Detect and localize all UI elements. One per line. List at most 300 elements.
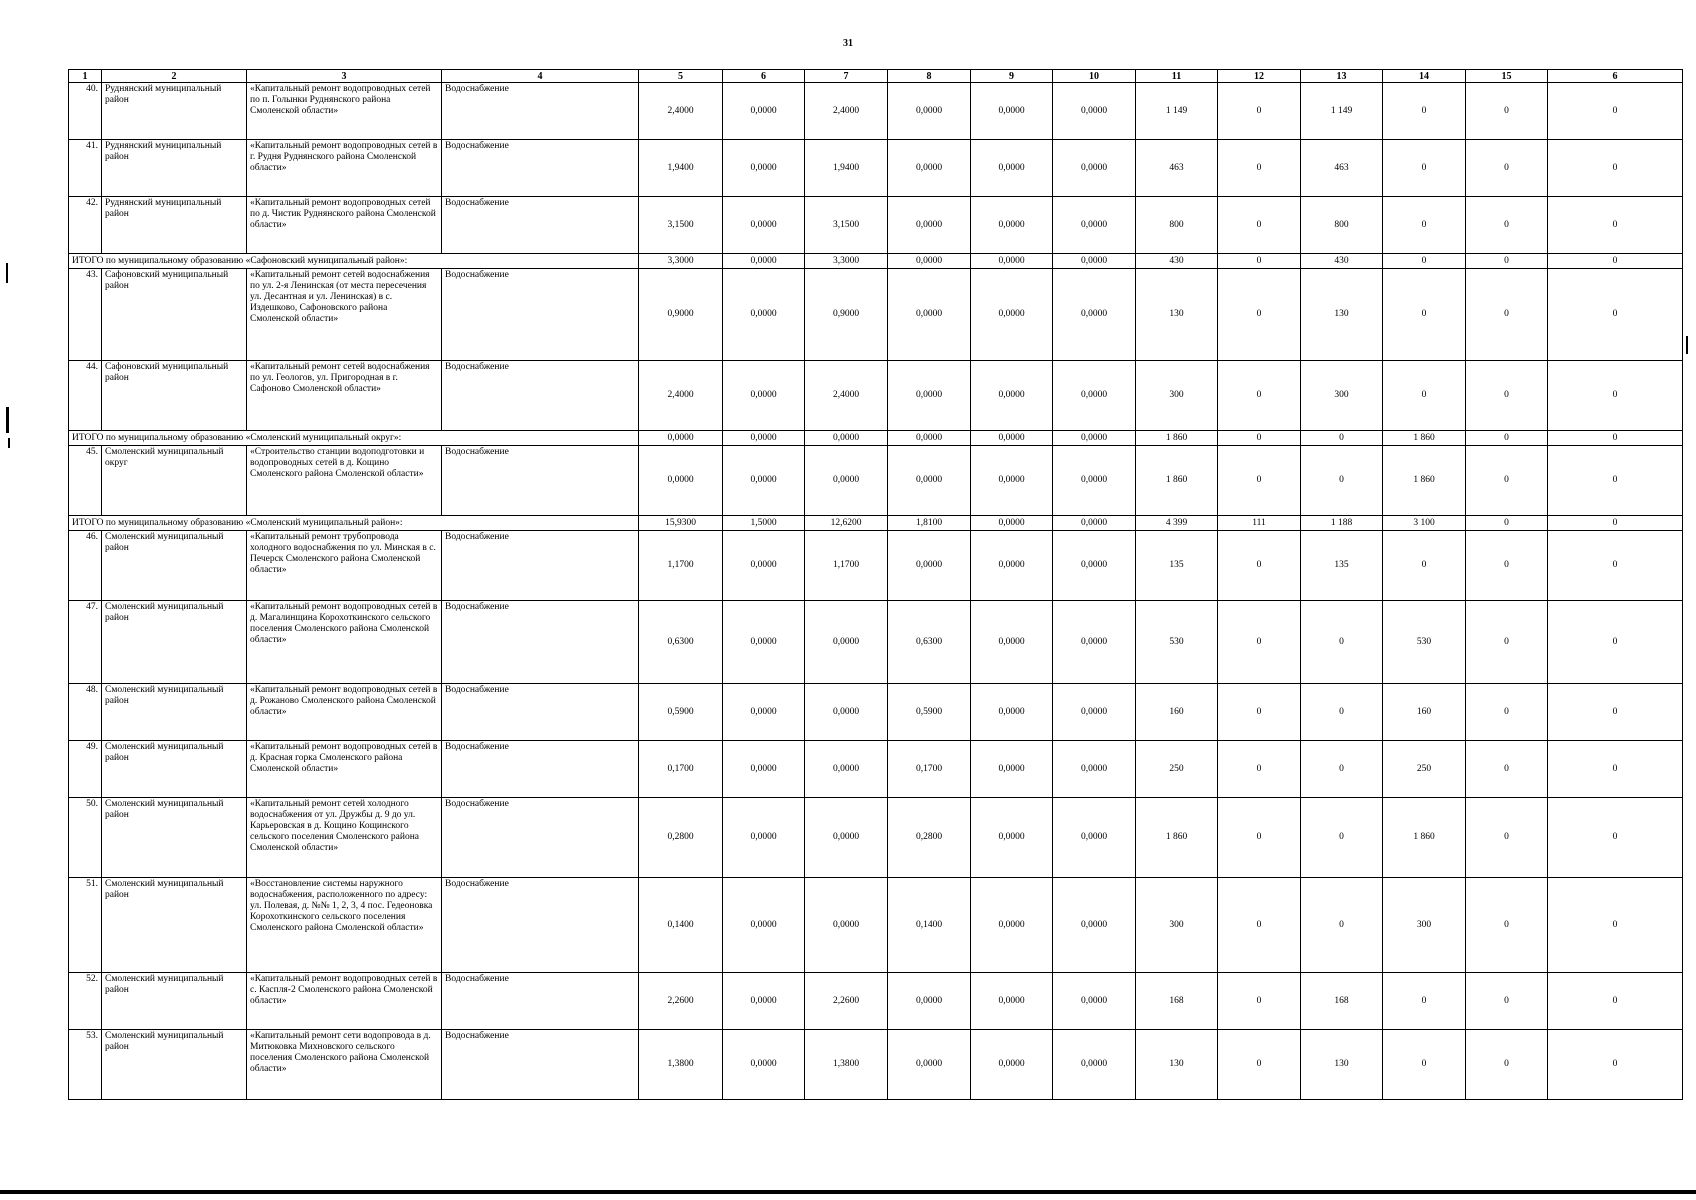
activity-type: Водоснабжение xyxy=(442,601,639,684)
row-number: 47. xyxy=(69,601,102,684)
total-value: 1 860 xyxy=(1383,431,1466,446)
value-cell: 130 xyxy=(1301,269,1383,361)
value-cell: 0,0000 xyxy=(723,197,805,254)
value-cell: 2,2600 xyxy=(639,973,723,1030)
total-value: 0,0000 xyxy=(888,431,971,446)
value-cell: 300 xyxy=(1136,878,1218,973)
district-name: Смоленский муниципальный округ xyxy=(102,446,247,516)
total-value: 0 xyxy=(1466,254,1548,269)
bottom-rule xyxy=(0,1190,1696,1194)
value-cell: 0,0000 xyxy=(1053,83,1136,140)
value-cell: 0,5900 xyxy=(888,684,971,741)
value-cell: 0 xyxy=(1548,140,1683,197)
total-value: 0 xyxy=(1548,516,1683,531)
total-value: 1,5000 xyxy=(723,516,805,531)
value-cell: 0 xyxy=(1466,83,1548,140)
value-cell: 0,0000 xyxy=(971,140,1053,197)
value-cell: 0,9000 xyxy=(805,269,888,361)
value-cell: 0,0000 xyxy=(723,1030,805,1100)
value-cell: 0 xyxy=(1548,973,1683,1030)
value-cell: 0,0000 xyxy=(971,269,1053,361)
value-cell: 0 xyxy=(1548,269,1683,361)
header-cell: 1 xyxy=(69,70,102,83)
value-cell: 0,0000 xyxy=(723,973,805,1030)
total-value: 0 xyxy=(1218,431,1301,446)
total-value: 430 xyxy=(1136,254,1218,269)
value-cell: 0,1400 xyxy=(639,878,723,973)
total-value: 0,0000 xyxy=(723,431,805,446)
project-name: «Капитальный ремонт водопроводных сетей в с. Каспля-2 Смоленского района Смоленской области» xyxy=(247,973,442,1030)
value-cell: 130 xyxy=(1136,269,1218,361)
value-cell: 1,1700 xyxy=(805,531,888,601)
row-number: 49. xyxy=(69,741,102,798)
value-cell: 0,1700 xyxy=(888,741,971,798)
table-row xyxy=(69,83,1683,140)
value-cell: 0,0000 xyxy=(723,269,805,361)
row-number: 51. xyxy=(69,878,102,973)
value-cell: 2,4000 xyxy=(639,361,723,431)
value-cell: 530 xyxy=(1383,601,1466,684)
value-cell: 0,0000 xyxy=(888,973,971,1030)
header-cell: 13 xyxy=(1301,70,1383,83)
total-value: 0,0000 xyxy=(639,431,723,446)
value-cell: 0 xyxy=(1218,741,1301,798)
row-number: 46. xyxy=(69,531,102,601)
value-cell: 0,0000 xyxy=(971,878,1053,973)
value-cell: 0,0000 xyxy=(1053,361,1136,431)
value-cell: 0 xyxy=(1383,1030,1466,1100)
header-cell: 9 xyxy=(971,70,1053,83)
value-cell: 1 860 xyxy=(1383,446,1466,516)
value-cell: 0,6300 xyxy=(888,601,971,684)
district-name: Смоленский муниципальный район xyxy=(102,531,247,601)
value-cell: 0 xyxy=(1301,601,1383,684)
value-cell: 0,0000 xyxy=(888,83,971,140)
activity-type: Водоснабжение xyxy=(442,83,639,140)
activity-type: Водоснабжение xyxy=(442,684,639,741)
value-cell: 0,0000 xyxy=(1053,601,1136,684)
header-cell: 2 xyxy=(102,70,247,83)
value-cell: 0 xyxy=(1466,197,1548,254)
total-value: 0,0000 xyxy=(723,254,805,269)
value-cell: 0,0000 xyxy=(723,531,805,601)
value-cell: 0,6300 xyxy=(639,601,723,684)
header-cell: 15 xyxy=(1466,70,1548,83)
total-value: 0,0000 xyxy=(1053,431,1136,446)
value-cell: 1,3800 xyxy=(805,1030,888,1100)
activity-type: Водоснабжение xyxy=(442,361,639,431)
value-cell: 0,0000 xyxy=(971,531,1053,601)
value-cell: 0,0000 xyxy=(888,1030,971,1100)
total-value: 0,0000 xyxy=(1053,516,1136,531)
table-row xyxy=(69,878,1683,973)
value-cell: 0,0000 xyxy=(971,446,1053,516)
value-cell: 130 xyxy=(1136,1030,1218,1100)
value-cell: 0 xyxy=(1218,361,1301,431)
value-cell: 1 860 xyxy=(1136,446,1218,516)
value-cell: 0,0000 xyxy=(723,361,805,431)
value-cell: 0 xyxy=(1383,197,1466,254)
project-name: «Капитальный ремонт сетей водоснабжения по ул. Геологов, ул. Пригородная в г. Сафоново Смоленской области» xyxy=(247,361,442,431)
value-cell: 0,0000 xyxy=(723,601,805,684)
value-cell: 800 xyxy=(1136,197,1218,254)
total-value: 0 xyxy=(1218,254,1301,269)
scan-mark xyxy=(6,407,9,433)
value-cell: 0 xyxy=(1218,531,1301,601)
value-cell: 0 xyxy=(1466,601,1548,684)
value-cell: 0,0000 xyxy=(971,973,1053,1030)
value-cell: 0 xyxy=(1548,197,1683,254)
value-cell: 0 xyxy=(1301,684,1383,741)
value-cell: 0,0000 xyxy=(1053,684,1136,741)
table-row xyxy=(69,798,1683,878)
header-cell: 7 xyxy=(805,70,888,83)
value-cell: 0 xyxy=(1218,197,1301,254)
value-cell: 0 xyxy=(1466,741,1548,798)
total-value: 0,0000 xyxy=(971,254,1053,269)
value-cell: 0,0000 xyxy=(971,197,1053,254)
table-row xyxy=(69,361,1683,431)
value-cell: 0,0000 xyxy=(639,446,723,516)
value-cell: 1 860 xyxy=(1383,798,1466,878)
district-name: Руднянский муниципальный район xyxy=(102,83,247,140)
value-cell: 0 xyxy=(1548,531,1683,601)
activity-type: Водоснабжение xyxy=(442,798,639,878)
total-value: 1,8100 xyxy=(888,516,971,531)
value-cell: 0,9000 xyxy=(639,269,723,361)
activity-type: Водоснабжение xyxy=(442,878,639,973)
total-value: 0,0000 xyxy=(1053,254,1136,269)
value-cell: 250 xyxy=(1136,741,1218,798)
total-value: 4 399 xyxy=(1136,516,1218,531)
value-cell: 0 xyxy=(1383,140,1466,197)
header-cell: 5 xyxy=(639,70,723,83)
row-number: 44. xyxy=(69,361,102,431)
project-name: «Капитальный ремонт сети водопровода в д. Митюковка Михновского сельского поселения Смоленского района Смоленской области» xyxy=(247,1030,442,1100)
value-cell: 3,1500 xyxy=(639,197,723,254)
value-cell: 0 xyxy=(1466,446,1548,516)
value-cell: 0 xyxy=(1383,973,1466,1030)
row-number: 43. xyxy=(69,269,102,361)
district-name: Смоленский муниципальный район xyxy=(102,878,247,973)
value-cell: 0 xyxy=(1218,684,1301,741)
table-row xyxy=(69,269,1683,361)
value-cell: 0,0000 xyxy=(888,361,971,431)
value-cell: 800 xyxy=(1301,197,1383,254)
value-cell: 0,0000 xyxy=(888,269,971,361)
value-cell: 0,0000 xyxy=(971,83,1053,140)
value-cell: 0,0000 xyxy=(971,1030,1053,1100)
value-cell: 0,0000 xyxy=(723,684,805,741)
table-row xyxy=(69,446,1683,516)
activity-type: Водоснабжение xyxy=(442,531,639,601)
value-cell: 0,2800 xyxy=(888,798,971,878)
total-row xyxy=(69,431,1683,446)
value-cell: 0,0000 xyxy=(805,878,888,973)
value-cell: 0 xyxy=(1548,878,1683,973)
value-cell: 0 xyxy=(1301,741,1383,798)
table-row xyxy=(69,741,1683,798)
header-cell: 11 xyxy=(1136,70,1218,83)
activity-type: Водоснабжение xyxy=(442,140,639,197)
value-cell: 0 xyxy=(1218,798,1301,878)
total-value: 0,0000 xyxy=(971,516,1053,531)
header-cell: 6 xyxy=(1548,70,1683,83)
value-cell: 0,0000 xyxy=(971,361,1053,431)
activity-type: Водоснабжение xyxy=(442,741,639,798)
district-name: Смоленский муниципальный район xyxy=(102,741,247,798)
value-cell: 0 xyxy=(1548,684,1683,741)
value-cell: 0,0000 xyxy=(805,446,888,516)
district-name: Смоленский муниципальный район xyxy=(102,798,247,878)
value-cell: 0 xyxy=(1218,83,1301,140)
project-name: «Капитальный ремонт водопроводных сетей по д. Чистик Руднянского района Смоленской области» xyxy=(247,197,442,254)
value-cell: 0,1700 xyxy=(639,741,723,798)
value-cell: 0 xyxy=(1466,269,1548,361)
value-cell: 1,9400 xyxy=(639,140,723,197)
total-value: 0 xyxy=(1466,431,1548,446)
district-name: Смоленский муниципальный район xyxy=(102,684,247,741)
total-row xyxy=(69,516,1683,531)
table-row xyxy=(69,973,1683,1030)
total-value: 0,0000 xyxy=(888,254,971,269)
value-cell: 0,0000 xyxy=(888,531,971,601)
value-cell: 160 xyxy=(1136,684,1218,741)
value-cell: 300 xyxy=(1301,361,1383,431)
value-cell: 300 xyxy=(1383,878,1466,973)
project-name: «Строительство станции водоподготовки и водопроводных сетей в д. Кощино Смоленского района Смоленской области» xyxy=(247,446,442,516)
value-cell: 0,2800 xyxy=(639,798,723,878)
total-value: 0 xyxy=(1466,516,1548,531)
value-cell: 0,0000 xyxy=(1053,531,1136,601)
total-value: 1 860 xyxy=(1136,431,1218,446)
value-cell: 2,4000 xyxy=(639,83,723,140)
district-name: Смоленский муниципальный район xyxy=(102,973,247,1030)
district-name: Смоленский муниципальный район xyxy=(102,1030,247,1100)
total-value: 0 xyxy=(1383,254,1466,269)
total-value: 0,0000 xyxy=(805,431,888,446)
value-cell: 0 xyxy=(1383,531,1466,601)
row-number: 48. xyxy=(69,684,102,741)
total-value: 15,9300 xyxy=(639,516,723,531)
value-cell: 0 xyxy=(1548,83,1683,140)
value-cell: 0,0000 xyxy=(1053,878,1136,973)
project-name: «Капитальный ремонт водопроводных сетей в д. Рожаново Смоленского района Смоленской области» xyxy=(247,684,442,741)
scan-mark xyxy=(6,263,8,283)
value-cell: 0 xyxy=(1466,878,1548,973)
value-cell: 0,0000 xyxy=(805,798,888,878)
header-cell: 14 xyxy=(1383,70,1466,83)
table-row xyxy=(69,1030,1683,1100)
table-row xyxy=(69,197,1683,254)
header-cell: 4 xyxy=(442,70,639,83)
header-cell: 3 xyxy=(247,70,442,83)
value-cell: 1 149 xyxy=(1136,83,1218,140)
table-row xyxy=(69,684,1683,741)
row-number: 50. xyxy=(69,798,102,878)
total-title: ИТОГО по муниципальному образованию «Сафоновский муниципальный район»: xyxy=(69,254,639,269)
district-name: Сафоновский муниципальный район xyxy=(102,269,247,361)
value-cell: 0,0000 xyxy=(888,197,971,254)
value-cell: 0,0000 xyxy=(971,741,1053,798)
project-name: «Капитальный ремонт водопроводных сетей в д. Магалинщина Корохоткинского сельского поселения Смоленского района Смоленской области» xyxy=(247,601,442,684)
total-value: 3,3000 xyxy=(639,254,723,269)
value-cell: 0,0000 xyxy=(888,446,971,516)
total-value: 0 xyxy=(1301,431,1383,446)
activity-type: Водоснабжение xyxy=(442,197,639,254)
value-cell: 0 xyxy=(1383,83,1466,140)
total-value: 430 xyxy=(1301,254,1383,269)
value-cell: 0,0000 xyxy=(971,798,1053,878)
value-cell: 0 xyxy=(1218,269,1301,361)
district-name: Руднянский муниципальный район xyxy=(102,197,247,254)
value-cell: 530 xyxy=(1136,601,1218,684)
total-value: 12,6200 xyxy=(805,516,888,531)
row-number: 41. xyxy=(69,140,102,197)
value-cell: 135 xyxy=(1136,531,1218,601)
value-cell: 463 xyxy=(1301,140,1383,197)
value-cell: 463 xyxy=(1136,140,1218,197)
total-value: 3 100 xyxy=(1383,516,1466,531)
value-cell: 0 xyxy=(1218,446,1301,516)
value-cell: 0,0000 xyxy=(1053,197,1136,254)
value-cell: 0,0000 xyxy=(723,741,805,798)
scan-mark xyxy=(1686,336,1688,354)
row-number: 45. xyxy=(69,446,102,516)
row-number: 40. xyxy=(69,83,102,140)
total-row xyxy=(69,254,1683,269)
total-title: ИТОГО по муниципальному образованию «Смоленский муниципальный округ»: xyxy=(69,431,639,446)
project-name: «Восстановление системы наружного водоснабжения, расположенного по адресу: ул. Полевая, д. №№ 1, 2, 3, 4 пос. Гедеоновка Корохоткинского сельского поселения Смоленского района Смоленской области» xyxy=(247,878,442,973)
value-cell: 1 860 xyxy=(1136,798,1218,878)
value-cell: 0,0000 xyxy=(1053,741,1136,798)
value-cell: 0,0000 xyxy=(1053,973,1136,1030)
value-cell: 1 149 xyxy=(1301,83,1383,140)
value-cell: 0 xyxy=(1548,798,1683,878)
header-row xyxy=(69,70,1683,83)
row-number: 42. xyxy=(69,197,102,254)
value-cell: 0 xyxy=(1383,269,1466,361)
value-cell: 0 xyxy=(1466,973,1548,1030)
value-cell: 0,0000 xyxy=(723,446,805,516)
value-cell: 0 xyxy=(1466,140,1548,197)
table-row xyxy=(69,601,1683,684)
value-cell: 250 xyxy=(1383,741,1466,798)
total-value: 0,0000 xyxy=(971,431,1053,446)
activity-type: Водоснабжение xyxy=(442,973,639,1030)
activity-type: Водоснабжение xyxy=(442,1030,639,1100)
value-cell: 2,4000 xyxy=(805,83,888,140)
value-cell: 0 xyxy=(1301,878,1383,973)
value-cell: 0 xyxy=(1301,798,1383,878)
value-cell: 0,0000 xyxy=(723,798,805,878)
value-cell: 0,0000 xyxy=(723,83,805,140)
value-cell: 0 xyxy=(1466,798,1548,878)
total-value: 111 xyxy=(1218,516,1301,531)
value-cell: 160 xyxy=(1383,684,1466,741)
value-cell: 0 xyxy=(1218,1030,1301,1100)
value-cell: 0 xyxy=(1548,446,1683,516)
table-row xyxy=(69,531,1683,601)
value-cell: 0,5900 xyxy=(639,684,723,741)
table-row xyxy=(69,140,1683,197)
value-cell: 0 xyxy=(1301,446,1383,516)
activity-type: Водоснабжение xyxy=(442,269,639,361)
total-value: 0 xyxy=(1548,254,1683,269)
value-cell: 1,9400 xyxy=(805,140,888,197)
total-value: 1 188 xyxy=(1301,516,1383,531)
value-cell: 0 xyxy=(1218,878,1301,973)
value-cell: 2,2600 xyxy=(805,973,888,1030)
value-cell: 135 xyxy=(1301,531,1383,601)
header-cell: 8 xyxy=(888,70,971,83)
value-cell: 0 xyxy=(1218,973,1301,1030)
project-name: «Капитальный ремонт трубопровода холодного водоснабжения по ул. Минская в с. Печерск Смоленского района Смоленской области» xyxy=(247,531,442,601)
district-name: Сафоновский муниципальный район xyxy=(102,361,247,431)
value-cell: 0,0000 xyxy=(888,140,971,197)
project-name: «Капитальный ремонт водопроводных сетей по п. Голынки Руднянского района Смоленской области» xyxy=(247,83,442,140)
value-cell: 0,0000 xyxy=(1053,140,1136,197)
value-cell: 1,1700 xyxy=(639,531,723,601)
value-cell: 0 xyxy=(1548,1030,1683,1100)
header-cell: 6 xyxy=(723,70,805,83)
project-name: «Капитальный ремонт водопроводных сетей в г. Рудня Руднянского района Смоленской области» xyxy=(247,140,442,197)
district-name: Смоленский муниципальный район xyxy=(102,601,247,684)
value-cell: 0,0000 xyxy=(805,741,888,798)
scan-mark xyxy=(8,438,10,448)
value-cell: 0 xyxy=(1466,684,1548,741)
value-cell: 168 xyxy=(1136,973,1218,1030)
value-cell: 0 xyxy=(1548,741,1683,798)
row-number: 53. xyxy=(69,1030,102,1100)
value-cell: 0 xyxy=(1548,601,1683,684)
value-cell: 0,0000 xyxy=(805,601,888,684)
value-cell: 0 xyxy=(1466,361,1548,431)
value-cell: 2,4000 xyxy=(805,361,888,431)
activity-type: Водоснабжение xyxy=(442,446,639,516)
value-cell: 0 xyxy=(1466,531,1548,601)
total-value: 3,3000 xyxy=(805,254,888,269)
value-cell: 0 xyxy=(1218,601,1301,684)
value-cell: 0,0000 xyxy=(723,878,805,973)
value-cell: 0,0000 xyxy=(1053,446,1136,516)
project-name: «Капитальный ремонт сетей холодного водоснабжения от ул. Дружбы д. 9 до ул. Карьеровская в д. Кощино Кощинского сельского поселения Смоленского района Смоленской области» xyxy=(247,798,442,878)
value-cell: 0 xyxy=(1548,361,1683,431)
value-cell: 0,0000 xyxy=(723,140,805,197)
value-cell: 300 xyxy=(1136,361,1218,431)
value-cell: 0 xyxy=(1466,1030,1548,1100)
value-cell: 0 xyxy=(1383,361,1466,431)
value-cell: 0,0000 xyxy=(1053,798,1136,878)
district-name: Руднянский муниципальный район xyxy=(102,140,247,197)
value-cell: 0,1400 xyxy=(888,878,971,973)
total-value: 0 xyxy=(1548,431,1683,446)
row-number: 52. xyxy=(69,973,102,1030)
header-cell: 10 xyxy=(1053,70,1136,83)
value-cell: 0,0000 xyxy=(805,684,888,741)
value-cell: 0,0000 xyxy=(971,684,1053,741)
value-cell: 1,3800 xyxy=(639,1030,723,1100)
page-number: 31 xyxy=(843,38,853,49)
project-name: «Капитальный ремонт сетей водоснабжения по ул. 2-я Ленинская (от места пересечения ул. Десантная и ул. Ленинская) в с. Издешково, Сафоновского района Смоленской области» xyxy=(247,269,442,361)
project-name: «Капитальный ремонт водопроводных сетей в д. Красная горка Смоленского района Смоленской области» xyxy=(247,741,442,798)
value-cell: 0,0000 xyxy=(1053,269,1136,361)
value-cell: 3,1500 xyxy=(805,197,888,254)
value-cell: 0 xyxy=(1218,140,1301,197)
value-cell: 130 xyxy=(1301,1030,1383,1100)
value-cell: 0,0000 xyxy=(1053,1030,1136,1100)
value-cell: 168 xyxy=(1301,973,1383,1030)
